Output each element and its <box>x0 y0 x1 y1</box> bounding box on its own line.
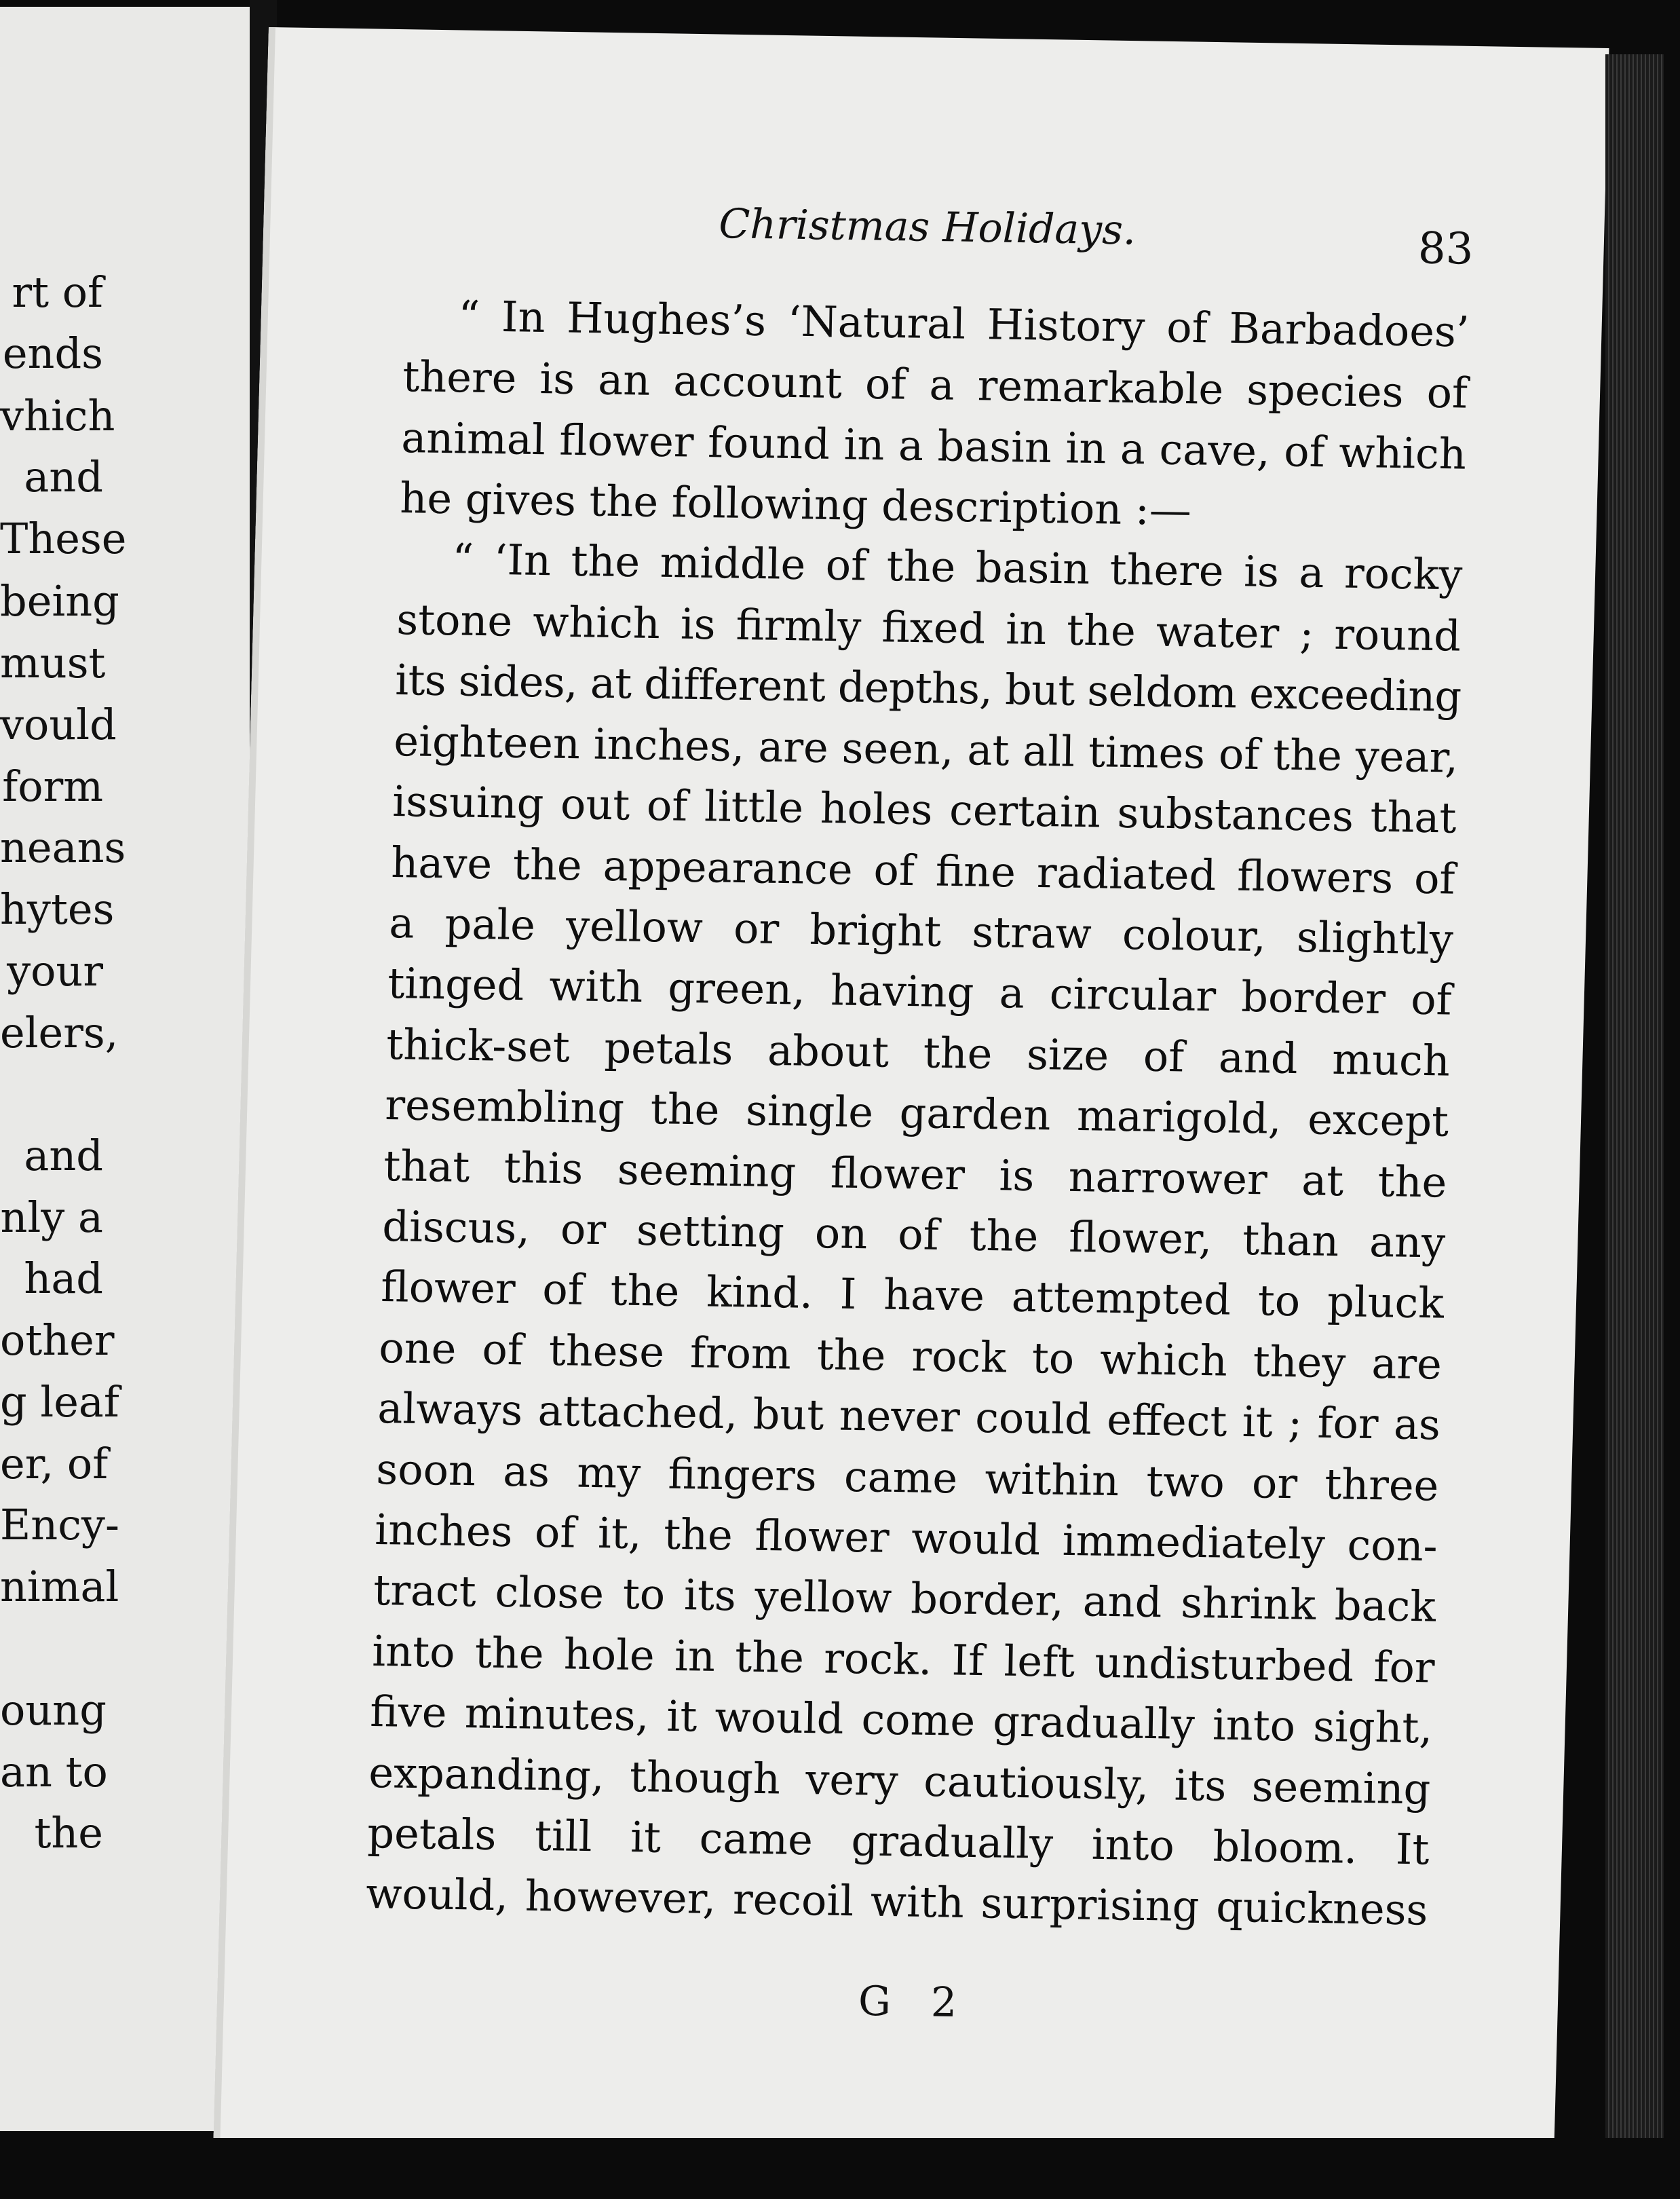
left-page-line: being <box>0 576 119 626</box>
left-page-line: and <box>24 452 103 502</box>
left-page-line: form <box>2 762 103 811</box>
text-line: petals till it came gradually into bloom. It <box>367 1808 1430 1875</box>
text-line: animal flower found in a basin in a cave, of which <box>400 412 1467 479</box>
left-page-line: hytes <box>0 884 115 934</box>
text-line: “ ‘In the middle of the basin there is a rocky <box>452 533 1464 599</box>
left-page-line: rt of <box>12 267 103 317</box>
text-line: there is an account of a remarkable species of <box>402 352 1468 419</box>
text-line: tinged with green, having a circular border of <box>387 958 1453 1026</box>
text-line: tract close to its yellow border, and shrink back <box>373 1565 1436 1632</box>
text-line: a pale yellow or bright straw colour, slightly <box>389 898 1454 964</box>
left-page-line: These <box>0 514 127 563</box>
text-line: discus, or setting on of the flower, than any <box>381 1201 1446 1268</box>
text-line: have the appearance of fine radiated flowers of <box>390 837 1455 904</box>
text-line: into the hole in the rock. If left undisturbed for <box>371 1625 1435 1693</box>
left-page-line: and <box>24 1131 103 1180</box>
left-page-line: nly a <box>0 1192 103 1242</box>
text-line: stone which is firmly fixed in the water ; round <box>396 595 1462 661</box>
left-page-line: vould <box>0 700 117 749</box>
text-line: resembling the single garden marigold, except <box>384 1080 1449 1146</box>
left-page-line: Ency- <box>0 1500 119 1549</box>
left-page-line: your <box>7 946 103 996</box>
text-line: soon as my fingers came within two or three <box>376 1444 1439 1511</box>
left-page-line: an to <box>0 1747 108 1797</box>
left-page <box>0 7 250 2131</box>
text-line: he gives the following description :— <box>399 473 1191 535</box>
text-line: “ In Hughes’s ‘Natural History of Barbadoes’ <box>457 291 1470 357</box>
left-page-line: g leaf <box>0 1377 119 1427</box>
left-page-line: oung <box>0 1685 107 1735</box>
text-line: that this seeming flower is narrower at the <box>383 1140 1447 1207</box>
running-head: Christmas Holidays. <box>718 200 1137 255</box>
signature-mark: G 2 <box>858 1977 971 2027</box>
left-page-line: vhich <box>0 391 115 440</box>
left-page-line: must <box>0 638 106 688</box>
text-line: five minutes, it would come gradually into sight, <box>370 1687 1434 1753</box>
text-line: expanding, though very cautiously, its seeming <box>368 1747 1432 1814</box>
left-page-line: ends <box>2 328 103 378</box>
text-line: eighteen inches, are seen, at all times of the year, <box>393 715 1459 783</box>
page-number: 83 <box>1417 223 1474 275</box>
left-page-line: had <box>24 1254 103 1303</box>
text-line: inches of it, the flower would immediately con- <box>374 1505 1438 1571</box>
left-page-line: elers, <box>0 1008 119 1057</box>
left-page-line: nimal <box>0 1562 119 1611</box>
text-line: flower of the kind. I have attempted to pluck <box>380 1262 1444 1328</box>
text-line: one of these from the rock to which they are <box>379 1322 1443 1389</box>
left-page-line: neans <box>0 823 126 872</box>
text-line: issuing out of little holes certain substances that <box>392 776 1457 843</box>
text-line: would, however, recoil with surprising quickness <box>365 1868 1428 1935</box>
page-edges <box>1605 54 1664 2145</box>
scan-bottom-border <box>0 2138 1680 2199</box>
text-line: its sides, at different depths, but seldom exceeding <box>395 655 1462 722</box>
left-page-line: the <box>34 1808 103 1858</box>
text-line: always attached, but never could effect it ; for as <box>377 1383 1441 1450</box>
text-line: thick-set petals about the size of and much <box>386 1019 1451 1086</box>
left-page-line: other <box>0 1315 115 1365</box>
left-page-line: er, of <box>0 1439 109 1488</box>
